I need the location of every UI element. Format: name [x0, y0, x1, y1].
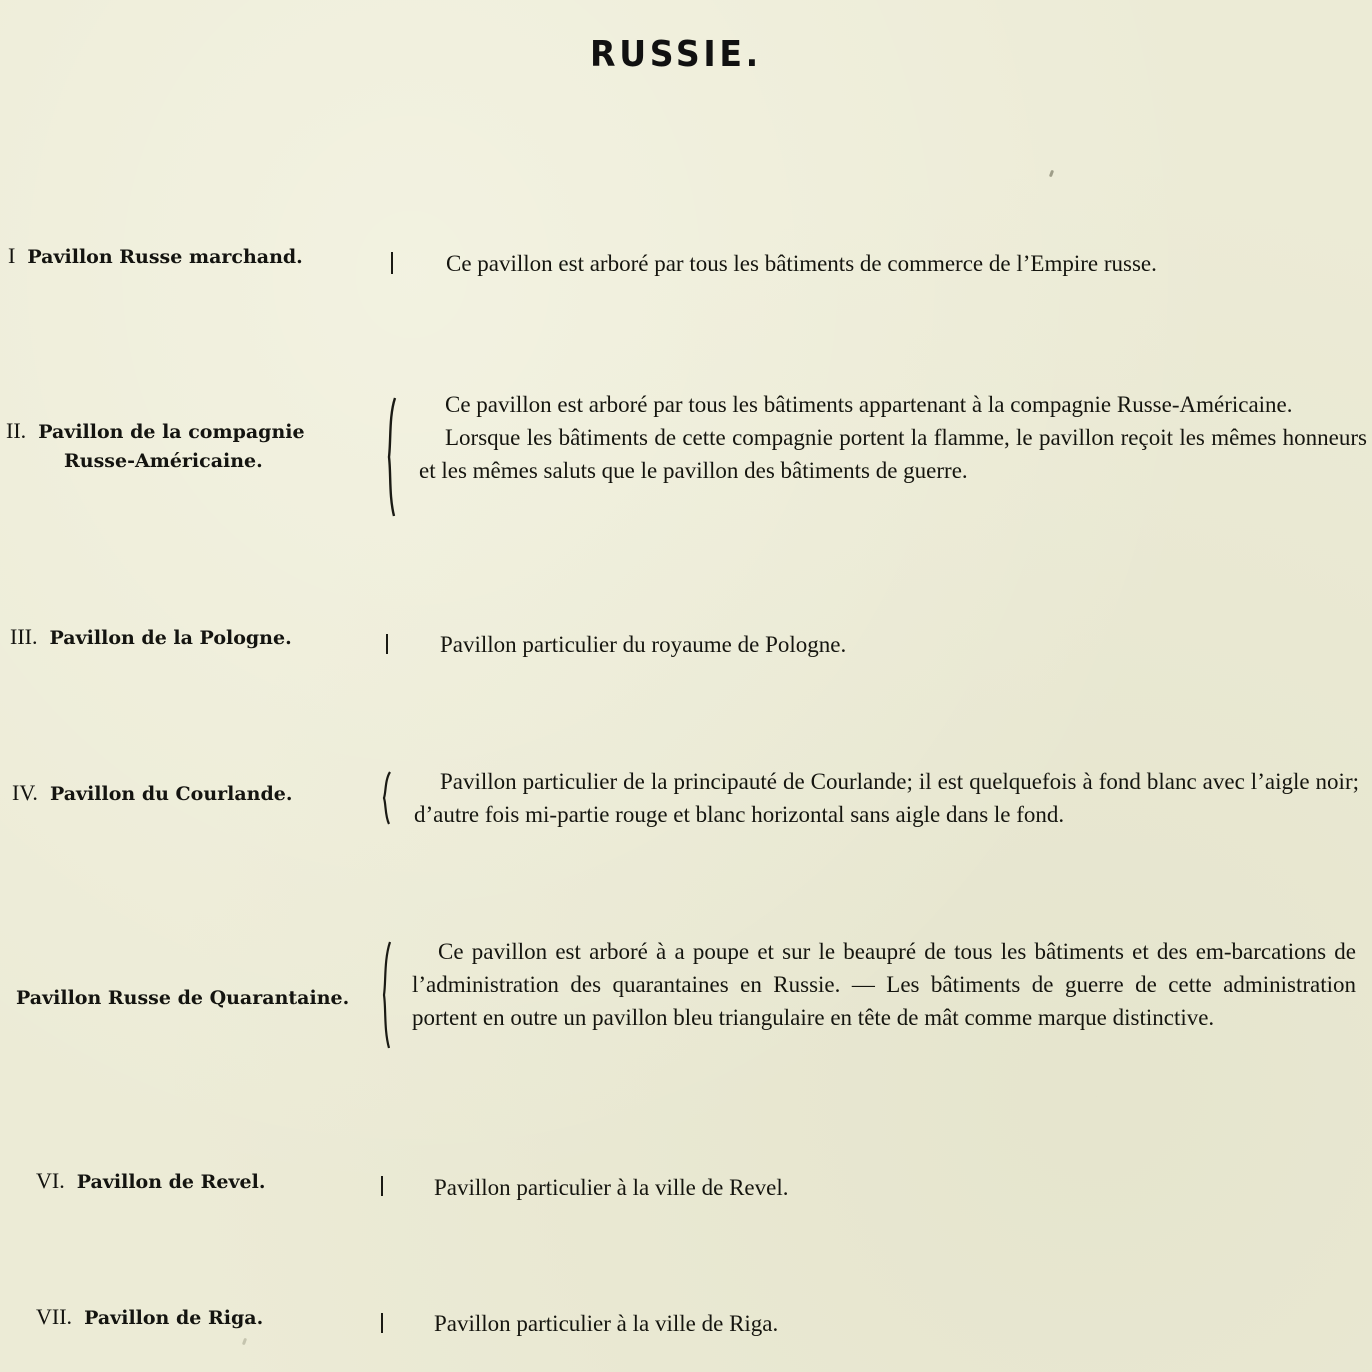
flag-description: [414, 628, 1314, 661]
flag-description: [419, 388, 1367, 487]
entry-number: VI.: [36, 1168, 65, 1193]
description-paragraph: Ce pavillon est arboré par tous les bâtiments appartenant à la compagnie Russe-Américaine.: [445, 392, 1293, 417]
flag-name: Pavillon de Riga.: [84, 1307, 264, 1329]
separator-bar: [381, 1176, 383, 1196]
flag-description: [408, 1307, 1308, 1340]
flag-label: [36, 1304, 263, 1330]
entry-number: III.: [10, 624, 38, 649]
description-paragraph: Pavillon particulier du royaume de Pologne.: [440, 632, 847, 657]
flag-label: [6, 418, 305, 472]
flag-label: [12, 780, 292, 806]
flag-name: Pavillon Russe marchand.: [27, 246, 303, 268]
description-paragraph: Pavillon particulier à la ville de Riga.: [434, 1311, 779, 1336]
description-paragraph: Pavillon particulier à la ville de Revel.: [434, 1175, 789, 1200]
entry-number: I: [8, 243, 16, 268]
flag-name: Pavillon Russe de Quarantaine.: [16, 987, 350, 1009]
entry-number: IV.: [12, 780, 38, 805]
separator-bar: [391, 252, 393, 274]
entry-number: VII.: [36, 1304, 73, 1329]
brace-bracket: [380, 940, 394, 1050]
paper-speck: [1049, 170, 1054, 178]
separator-bar: [381, 1313, 383, 1333]
flag-name: Pavillon de la compagnie: [38, 421, 305, 443]
description-paragraph: Ce pavillon est arboré par tous les bâtiments de commerce de l’Empire russe.: [446, 251, 1157, 276]
flag-label: [36, 1168, 265, 1194]
flag-name: Pavillon du Courlande.: [49, 783, 293, 805]
flag-description: [414, 765, 1359, 831]
page-title: RUSSIE.: [590, 34, 762, 75]
brace-bracket: [380, 770, 394, 826]
description-paragraph: Lorsque les bâtiments de cette compagnie portent la flamme, le pavillon reçoit les mêmes honneurs et les mêmes saluts que le pavillon des bâtiments de guerre.: [419, 425, 1367, 483]
flag-name: Pavillon de la Pologne.: [49, 627, 292, 649]
entry-number: II.: [6, 418, 27, 443]
description-paragraph: Ce pavillon est arboré à a poupe et sur le beaupré de tous les bâtiments et des em-barcations de l’administration des quarantaines en Russie. — Les bâtiments de guerre de cette administration portent en outre un pavillon bleu triangulaire en tête de mât comme marque distinctive.: [412, 939, 1356, 1030]
brace-bracket: [385, 396, 399, 518]
flag-description: [412, 935, 1356, 1034]
flag-description: [420, 247, 1320, 280]
flag-label: [10, 984, 349, 1010]
flag-name-line2: Russe-Américaine.: [64, 450, 263, 472]
description-paragraph: Pavillon particulier de la principauté de Courlande; il est quelquefois à fond blanc avec l’aigle noir; d’autre fois mi-partie rouge et blanc horizontal sans aigle dans le fond.: [414, 769, 1359, 827]
flag-label: [10, 624, 292, 650]
flag-label: [8, 243, 303, 269]
paper-speck: [242, 1338, 247, 1346]
flag-description: [408, 1171, 1308, 1204]
flag-name: Pavillon de Revel.: [76, 1171, 266, 1193]
separator-bar: [386, 634, 388, 654]
